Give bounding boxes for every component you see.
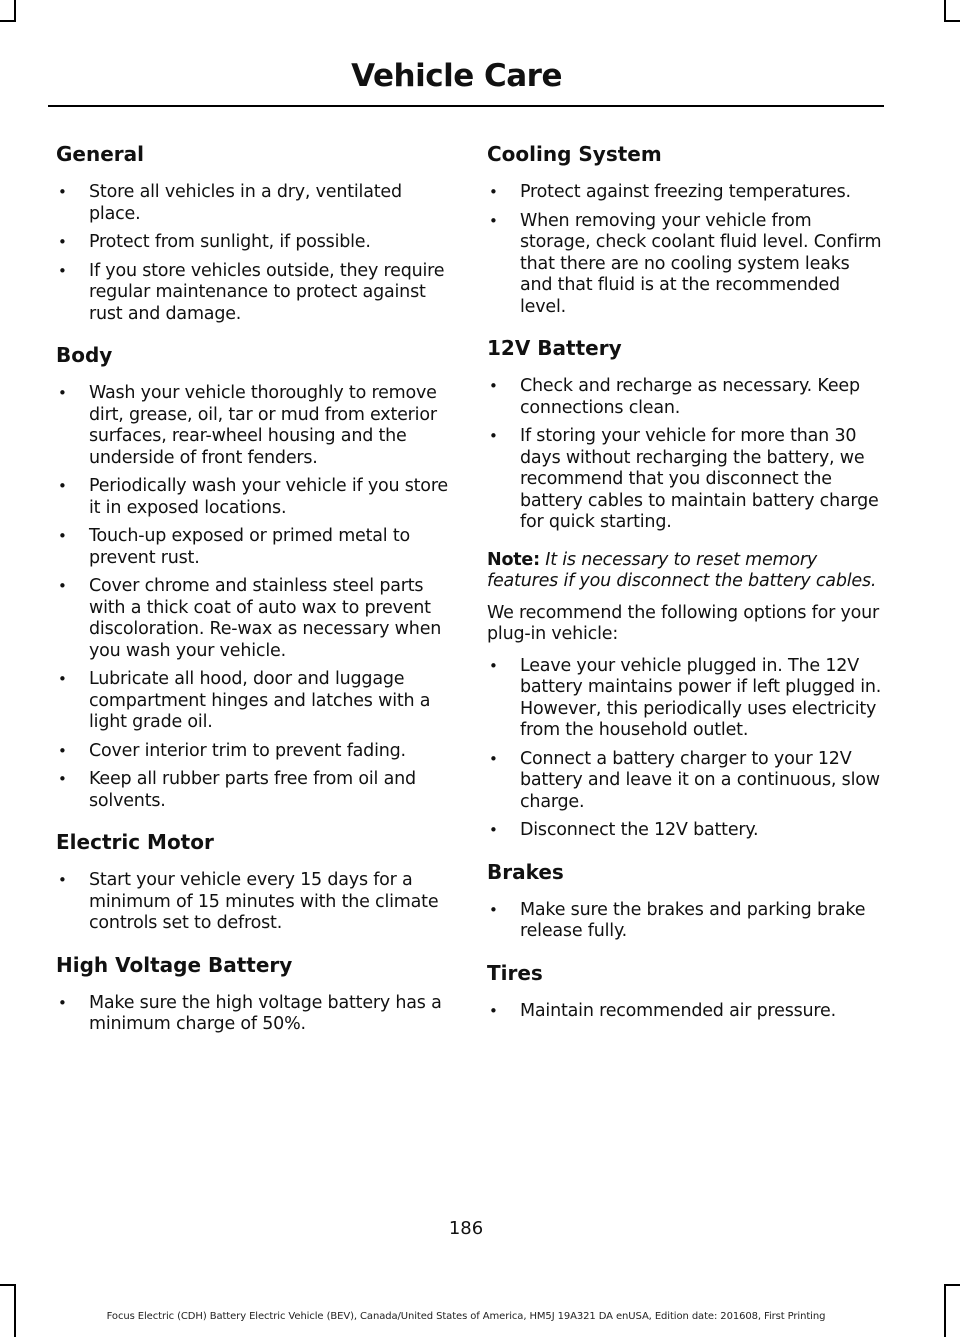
crop-mark-bottom-right-h xyxy=(944,1284,960,1286)
list-item: • When removing your vehicle from storage, check coolant fluid level. Confirm that there are no cooling system leaks and that fluid is at the recommended level. xyxy=(487,211,883,319)
list-item: • Store all vehicles in a dry, ventilated place. xyxy=(56,182,448,225)
note-paragraph xyxy=(487,550,883,593)
list-item: • Make sure the high voltage battery has a minimum charge of 50%. xyxy=(56,993,448,1036)
crop-mark-bottom-right-v xyxy=(944,1284,946,1337)
section-heading-high-voltage-battery: High Voltage Battery xyxy=(56,952,293,977)
plug-in-options-list xyxy=(487,656,883,842)
note-label: Note: xyxy=(487,549,540,570)
right-column xyxy=(487,140,883,1038)
crop-mark-top-left-v xyxy=(14,0,16,20)
list-item: • Keep all rubber parts free from oil and solvents. xyxy=(56,769,448,812)
section-heading-body: Body xyxy=(56,343,113,367)
electric-motor-list xyxy=(56,870,448,935)
list-item: • Lubricate all hood, door and luggage compartment hinges and latches with a light grade oil. xyxy=(56,669,448,734)
crop-mark-top-left-h xyxy=(0,20,16,22)
general-list xyxy=(56,182,448,325)
left-column xyxy=(56,140,448,1052)
section-heading-general: General xyxy=(56,142,144,166)
list-item: • Protect against freezing temperatures. xyxy=(487,182,883,204)
list-item: • Disconnect the 12V battery. xyxy=(487,820,883,842)
cooling-list xyxy=(487,182,883,318)
section-heading-electric-motor: Electric Motor xyxy=(56,830,214,854)
list-item: • Maintain recommended air pressure. xyxy=(487,1001,883,1023)
list-item: • Connect a battery charger to your 12V battery and leave it on a continuous, slow charge. xyxy=(487,749,883,814)
list-item: • Cover interior trim to prevent fading. xyxy=(56,741,448,763)
high-voltage-battery-list xyxy=(56,993,448,1036)
footer-text: Focus Electric (CDH) Battery Electric Vehicle (BEV), Canada/United States of America, HM5J 19A321 DA enUSA, Edition date: 201608, First Printing xyxy=(106,1311,826,1322)
crop-mark-top-right-h xyxy=(944,20,960,22)
brakes-list xyxy=(487,900,883,943)
list-item: • If you store vehicles outside, they require regular maintenance to protect against rust and damage. xyxy=(56,261,448,326)
tires-list xyxy=(487,1001,883,1023)
list-item: • Leave your vehicle plugged in. The 12V battery maintains power if left plugged in. However, this periodically uses electricity from the household outlet. xyxy=(487,656,883,742)
section-heading-brakes: Brakes xyxy=(487,859,564,884)
page-number: 186 xyxy=(448,1218,484,1239)
list-item: • Periodically wash your vehicle if you store it in exposed locations. xyxy=(56,476,448,519)
list-item: • If storing your vehicle for more than 30 days without recharging the battery, we recommend that you disconnect the battery cables to maintain battery charge for quick starting. xyxy=(487,426,883,534)
options-intro: We recommend the following options for your plug-in vehicle: xyxy=(487,602,880,644)
list-item: • Check and recharge as necessary. Keep connections clean. xyxy=(487,376,883,419)
list-item: • Touch-up exposed or primed metal to prevent rust. xyxy=(56,526,448,569)
battery-12v-list xyxy=(487,376,883,534)
list-item: • Wash your vehicle thoroughly to remove dirt, grease, oil, tar or mud from exterior surfaces, rear-wheel housing and the underside of front fenders. xyxy=(56,383,448,469)
list-item: • Cover chrome and stainless steel parts with a thick coat of auto wax to prevent discoloration. Re-wax as necessary when you wash your vehicle. xyxy=(56,576,448,662)
header-rule xyxy=(48,105,884,107)
list-item: • Start your vehicle every 15 days for a minimum of 15 minutes with the climate controls set to defrost. xyxy=(56,870,448,935)
list-item: • Protect from sunlight, if possible. xyxy=(56,232,448,254)
list-item: • Make sure the brakes and parking brake release fully. xyxy=(487,900,883,943)
note-text: It is necessary to reset memory features if you disconnect the battery cables. xyxy=(487,549,877,591)
page-title: Vehicle Care xyxy=(351,58,562,94)
section-heading-cooling-system: Cooling System xyxy=(487,142,662,166)
body-list xyxy=(56,383,448,812)
section-heading-12v-battery: 12V Battery xyxy=(487,336,622,360)
section-heading-tires: Tires xyxy=(487,960,543,985)
crop-mark-bottom-left-h xyxy=(0,1284,16,1286)
crop-mark-top-right-v xyxy=(944,0,946,20)
